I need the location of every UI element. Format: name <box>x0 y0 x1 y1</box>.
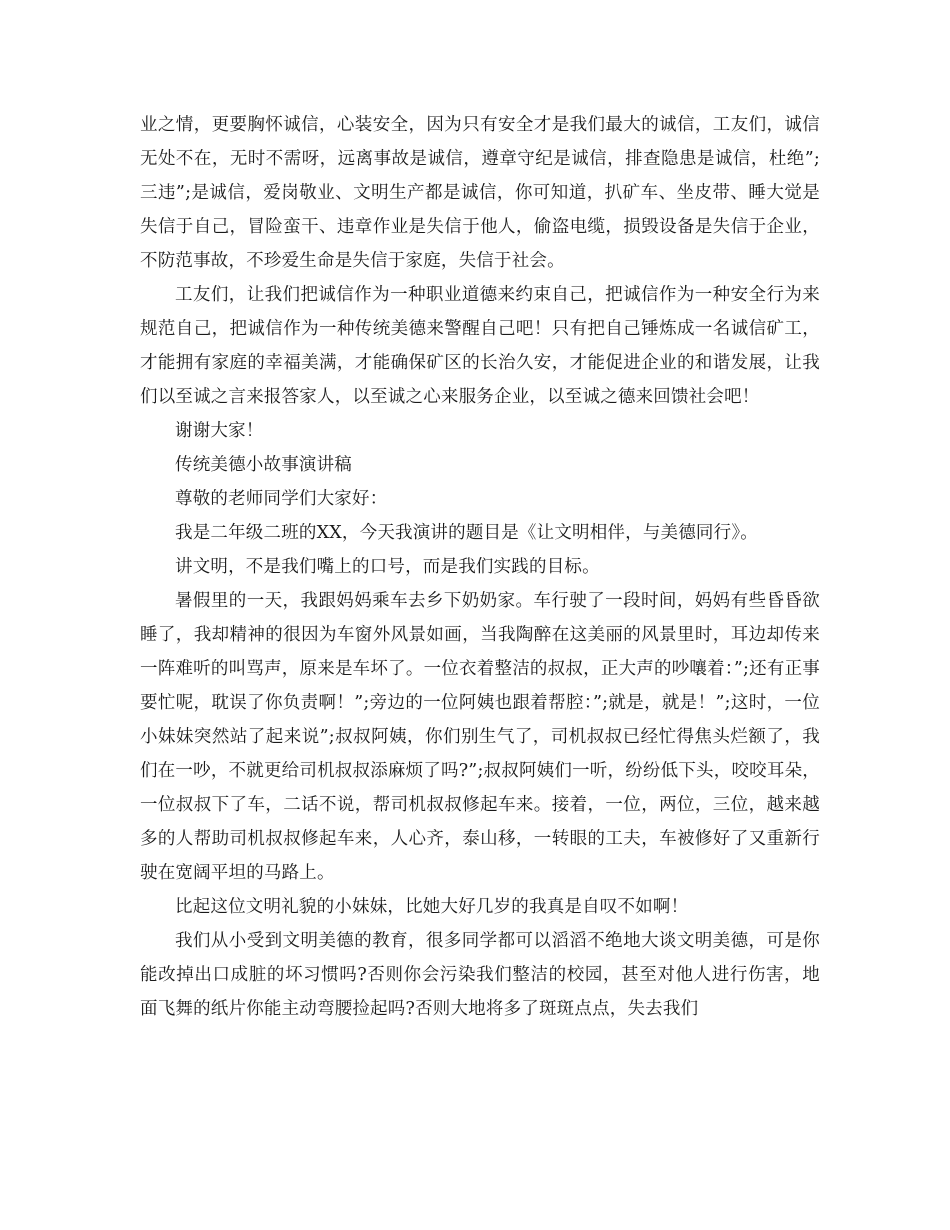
paragraph-5: 尊敬的老师同学们大家好： <box>175 489 388 509</box>
paragraph-6: 我是二年级二班的XX，今天我演讲的题目是《让文明相伴，与美德同行》。 <box>175 523 758 543</box>
paragraph-1: 业之情，更要胸怀诚信，心装安全，因为只有安全才是我们最大的诚信，工友们，诚信无处不在，无时不需呀，远离事故是诚信，遵章守纪是诚信，排查隐患是诚信，杜绝”;三违”;是诚信，爱岗敬业、文明生产都是诚信，你可知道，扒矿车、坐皮带、睡大觉是失信于自己，冒险蛮干、违章作业是失信于他人，偷盗电缆，损毁设备是失信于企业，不防范事故，不珍爱生命是失信于家庭，失信于社会。 <box>140 115 820 271</box>
paragraph-8: 暑假里的一天，我跟妈妈乘车去乡下奶奶家。车行驶了一段时间，妈妈有些昏昏欲睡了，我却精神的很因为车窗外风景如画，当我陶醉在这美丽的风景里时，耳边却传来一阵难听的叫骂声，原来是车坏了。一位衣着整洁的叔叔，正大声的吵嚷着：”;还有正事要忙呢，耽误了你负责啊！”;旁边的一位阿姨也跟着帮腔：”;就是，就是！”;这时，一位小妹妹突然站了起来说”;叔叔阿姨，你们别生气了，司机叔叔已经忙得焦头烂额了，我们在一吵，不就更给司机叔叔添麻烦了吗?”;叔叔阿姨们一听，纷纷低下头，咬咬耳朵，一位叔叔下了车，二话不说，帮司机叔叔修起车来。接着，一位，两位，三位，越来越多的人帮助司机叔叔修起车来，人心齐，泰山移，一转眼的工夫，车被修好了又重新行驶在宽阔平坦的马路上。 <box>140 591 820 883</box>
paragraph-10: 我们从小受到文明美德的教育，很多同学都可以滔滔不绝地大谈文明美德，可是你能改掉出口成脏的坏习惯吗?否则你会污染我们整洁的校园，甚至对他人进行伤害，地面飞舞的纸片你能主动弯腰捡起吗?否则大地将多了斑斑点点，失去我们 <box>140 931 820 1019</box>
paragraph-9: 比起这位文明礼貌的小妹妹，比她大好几岁的我真是自叹不如啊！ <box>175 897 689 917</box>
paragraph-3: 谢谢大家！ <box>175 421 264 441</box>
document-page <box>140 108 820 1026</box>
paragraph-2: 工友们，让我们把诚信作为一种职业道德来约束自己，把诚信作为一种安全行为来规范自己，把诚信作为一种传统美德来警醒自己吧！只有把自己锤炼成一名诚信矿工，才能拥有家庭的幸福美满，才能确保矿区的长治久安，才能促进企业的和谐发展，让我们以至诚之言来报答家人，以至诚之心来服务企业，以至诚之德来回馈社会吧！ <box>140 285 820 407</box>
paragraph-4: 传统美德小故事演讲稿 <box>175 455 352 475</box>
paragraph-7: 讲文明，不是我们嘴上的口号，而是我们实践的目标。 <box>175 557 600 577</box>
